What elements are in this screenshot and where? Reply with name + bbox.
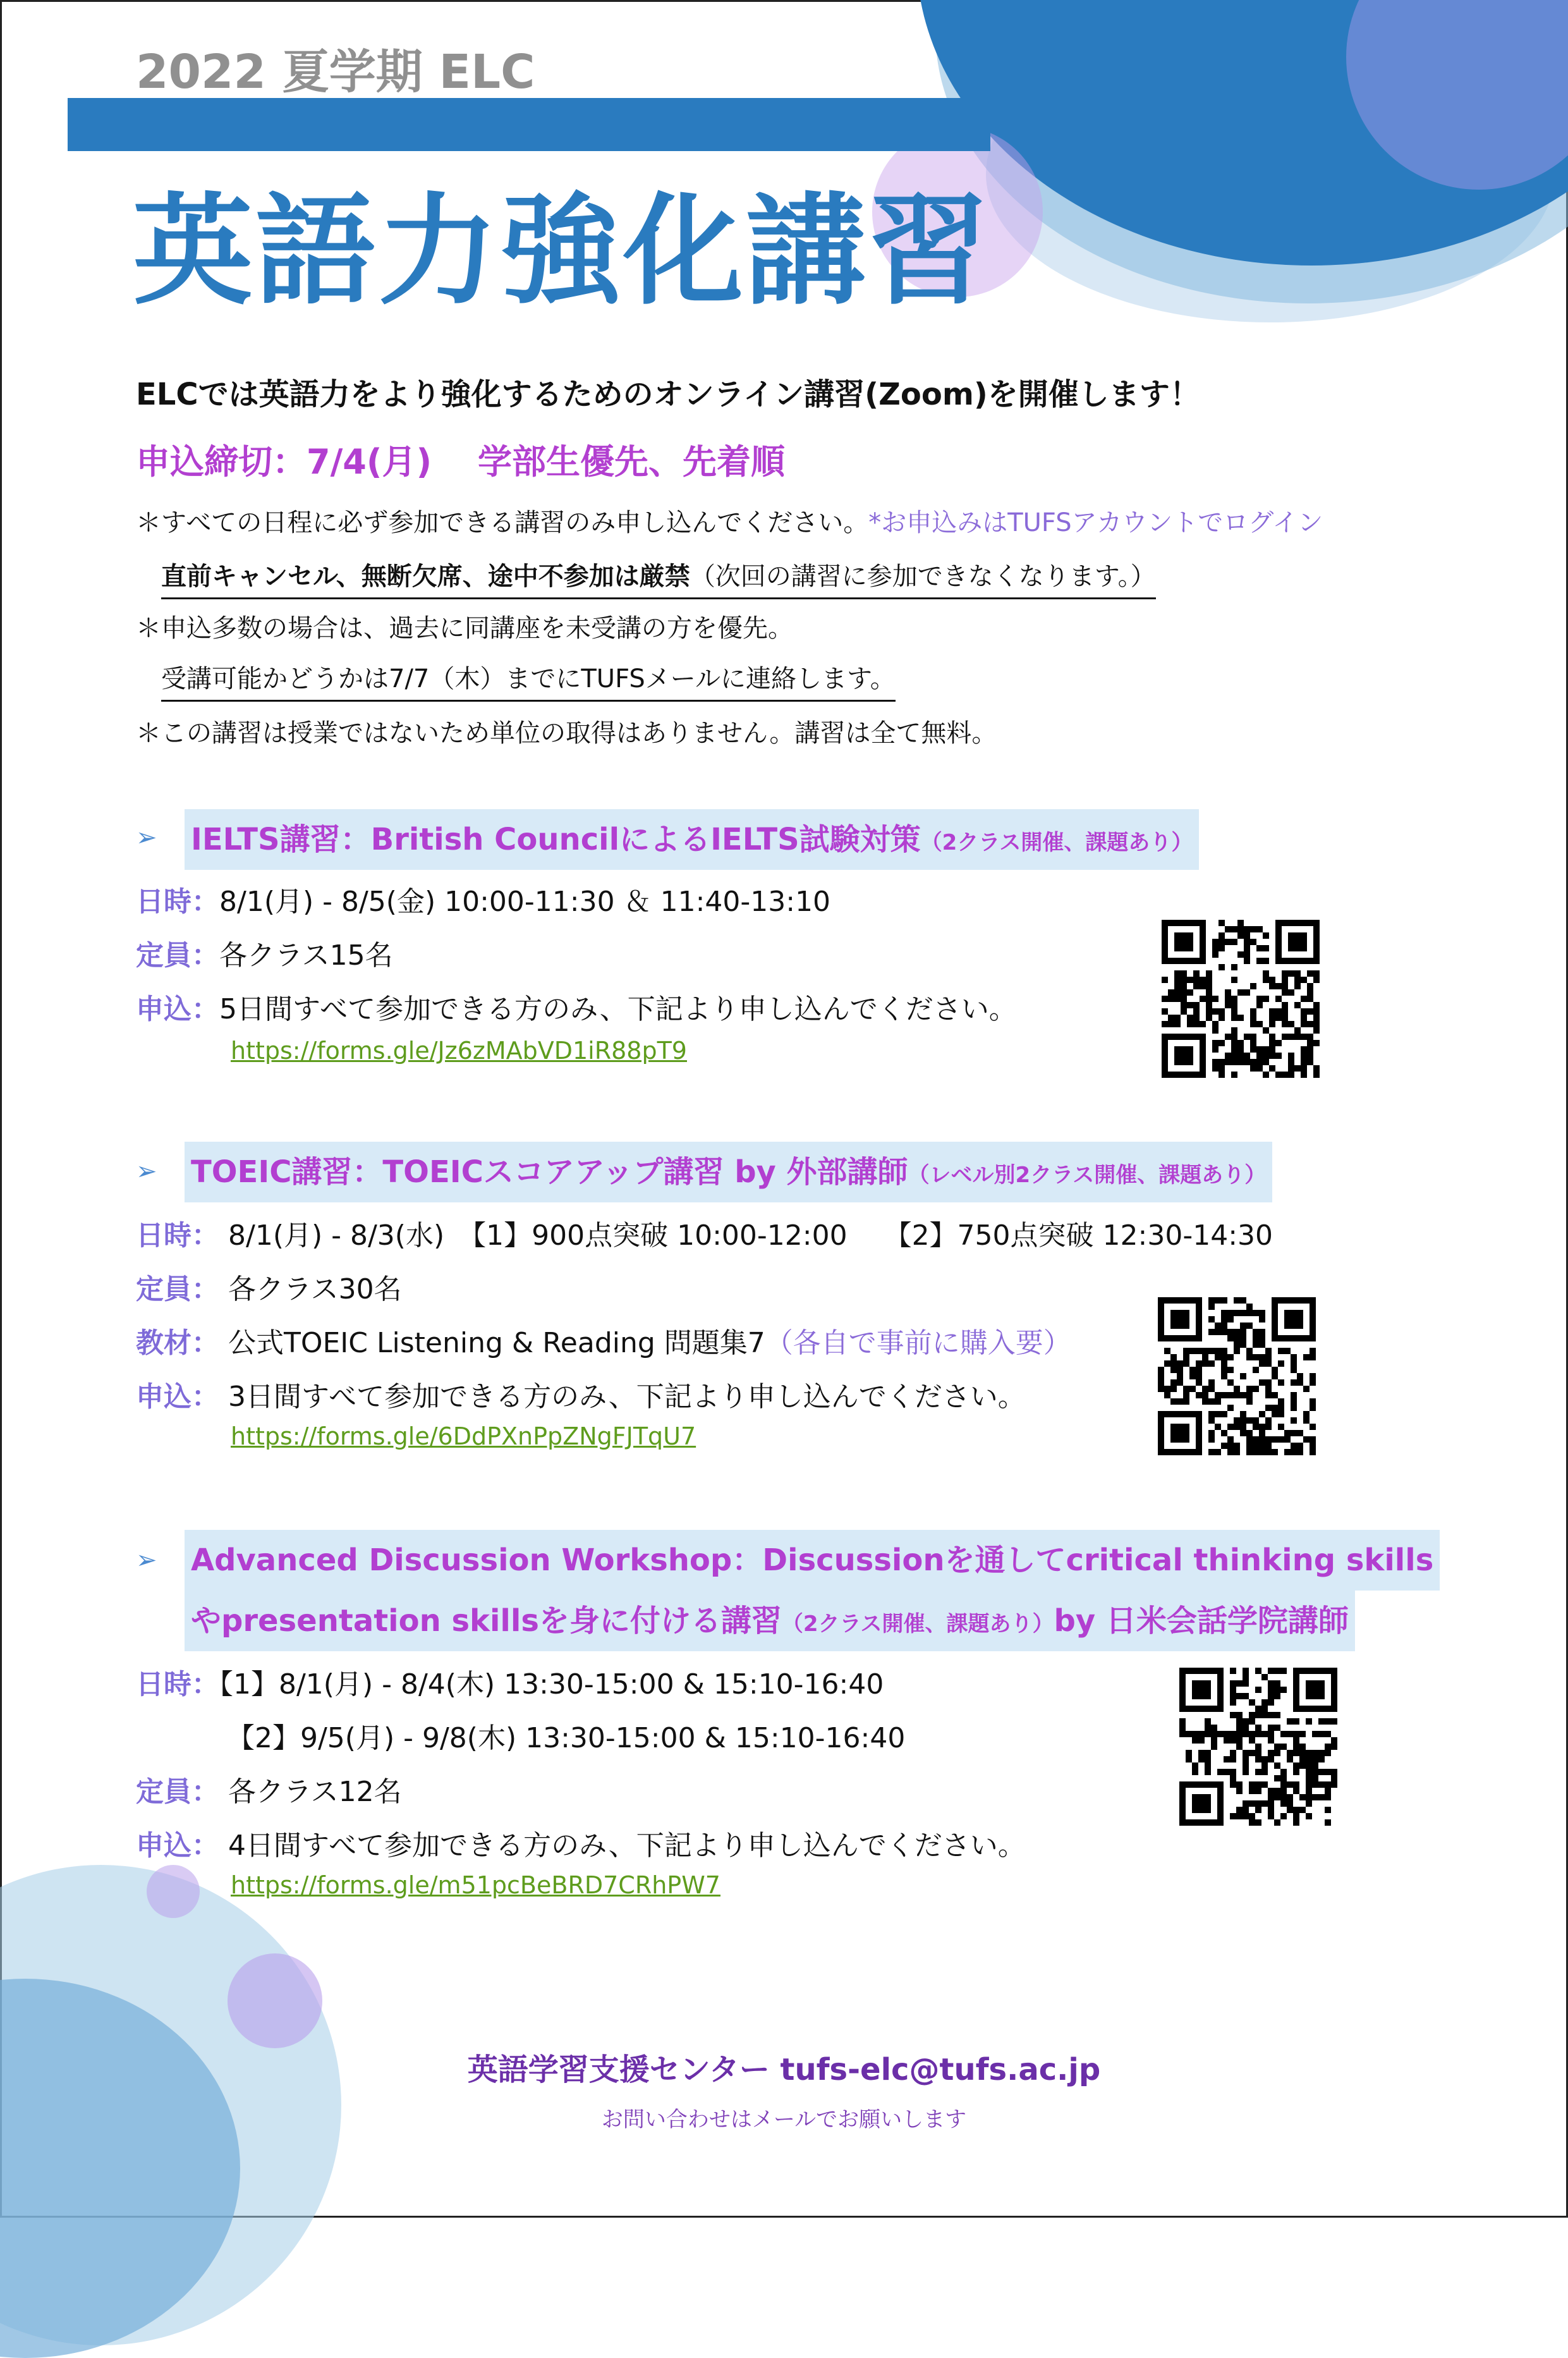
date-label: 日時： <box>136 1219 219 1252</box>
toeic-apply: 3日間すべて参加できる方のみ、下記より申し込んでください。 <box>228 1381 1026 1413</box>
toeic-material-note: （各自で事前に購入要） <box>765 1327 1071 1359</box>
ielts-title-note: （2クラス開催、課題あり） <box>920 830 1193 855</box>
adw-heading-line-2 <box>185 1591 1355 1651</box>
note-line-3: ＊申込多数の場合は、過去に同講座を未受講の方を優先。 <box>136 614 793 643</box>
contact-note: お問い合わせはメールでお願いします <box>601 2107 967 2132</box>
decorative-circle <box>228 1953 322 2048</box>
toeic-title-note: （レベル別2クラス開催、課題あり） <box>908 1163 1267 1188</box>
ielts-heading <box>185 809 1199 870</box>
year-label: 2022 夏学期 ELC <box>136 45 535 99</box>
toeic-qr-code <box>1158 1297 1316 1455</box>
note-text: （次回の講習に参加できなくなります。） <box>690 562 1156 591</box>
ielts-apply: 5日間すべて参加できる方のみ、下記より申し込んでください。 <box>219 993 1017 1025</box>
capacity-label: 定員： <box>136 1273 219 1305</box>
toeic-material-row <box>136 1320 1071 1360</box>
apply-label: 申込： <box>136 1381 219 1413</box>
ielts-qr-code <box>1162 920 1320 1078</box>
toeic-heading <box>185 1142 1272 1202</box>
toeic-capacity: 各クラス30名 <box>228 1273 402 1305</box>
toeic-date-row <box>136 1213 1273 1253</box>
adw-title-part: by 日米会話学院講師 <box>1054 1603 1349 1639</box>
bullet-arrow-icon: ➢ <box>136 823 157 852</box>
adw-capacity: 各クラス12名 <box>228 1776 402 1808</box>
note-line-2 <box>161 556 1156 599</box>
adw-title-part: やpresentation skillsを身に付ける講習 <box>191 1603 782 1639</box>
toeic-apply-row <box>136 1374 1026 1414</box>
material-label: 教材： <box>136 1327 219 1359</box>
decorative-circle <box>147 1865 200 1918</box>
toeic-material: 公式TOEIC Listening & Reading 問題集7 <box>228 1327 765 1359</box>
login-note: *お申込みはTUFSアカウントでログイン <box>868 508 1323 537</box>
toeic-title: TOEIC講習：TOEICスコアアップ講習 by 外部講師 <box>191 1154 908 1190</box>
ielts-date: 8/1(月) - 8/5(金) 10:00-11:30 ＆ 11:40-13:10 <box>219 886 831 918</box>
adw-form-link[interactable]: https://forms.gle/m51pcBeBRD7CRhPW7 <box>231 1871 720 1899</box>
cancel-warning: 直前キャンセル、無断欠席、途中不参加は厳禁 <box>161 562 690 591</box>
bullet-arrow-icon: ➢ <box>136 1157 157 1186</box>
header-banner-bar <box>68 98 990 151</box>
apply-label: 申込： <box>136 993 219 1025</box>
bullet-arrow-icon: ➢ <box>136 1546 157 1575</box>
note-line-5: ＊この講習は授業ではないため単位の取得はありません。講習は全て無料。 <box>136 719 997 748</box>
adw-capacity-row <box>136 1769 402 1809</box>
intro-lead: ELCでは英語力をより強化するためのオンライン講習(Zoom)を開催します！ <box>136 377 1200 412</box>
note-line-1 <box>136 503 1323 539</box>
adw-apply: 4日間すべて参加できる方のみ、下記より申し込んでください。 <box>228 1830 1026 1862</box>
deadline-text: 申込締切：7/4(月) 学部生優先、先着順 <box>136 442 786 482</box>
ielts-title: IELTS講習：British CouncilによるIELTS試験対策 <box>191 822 921 857</box>
capacity-label: 定員： <box>136 939 219 972</box>
ielts-capacity: 各クラス15名 <box>219 939 393 972</box>
contact-line: 英語学習支援センター tufs-elc@tufs.ac.jp <box>467 2052 1101 2087</box>
adw-date-1: 【1】8/1(月) - 8/4(木) 13:30-15:00 & 15:10-16:40 <box>219 1668 884 1701</box>
toeic-form-link[interactable]: https://forms.gle/6DdPXnPpZNgFJTqU7 <box>231 1422 696 1450</box>
adw-heading-line-1: Advanced Discussion Workshop：Discussionを通してcritical thinking skills <box>185 1530 1440 1591</box>
ielts-apply-row <box>136 986 1017 1027</box>
toeic-date: 8/1(月) - 8/3(水) 【1】900点突破 10:00-12:00 【2】750点突破 12:30-14:30 <box>228 1219 1273 1252</box>
adw-date-row-1 <box>136 1661 884 1702</box>
ielts-form-link[interactable]: https://forms.gle/Jz6zMAbVD1iR88pT9 <box>231 1037 687 1065</box>
date-label: 日時： <box>136 1668 219 1701</box>
adw-date-row-2: 【2】9/5(月) - 9/8(木) 13:30-15:00 & 15:10-16:40 <box>227 1722 906 1754</box>
capacity-label: 定員： <box>136 1776 219 1808</box>
note-line-4: 受講可能かどうかは7/7（木）までにTUFSメールに連絡します。 <box>161 659 896 702</box>
ielts-capacity-row <box>136 932 393 973</box>
date-label: 日時： <box>136 886 219 918</box>
adw-apply-row <box>136 1823 1026 1863</box>
note-text: ＊すべての日程に必ず参加できる講習のみ申し込んでください。 <box>136 508 869 537</box>
adw-qr-code <box>1179 1668 1337 1826</box>
toeic-capacity-row <box>136 1266 402 1307</box>
apply-label: 申込： <box>136 1830 219 1862</box>
page-title: 英語力強化講習 <box>133 181 992 321</box>
adw-title-note: （2クラス開催、課題あり） <box>781 1611 1054 1637</box>
ielts-date-row <box>136 879 830 919</box>
